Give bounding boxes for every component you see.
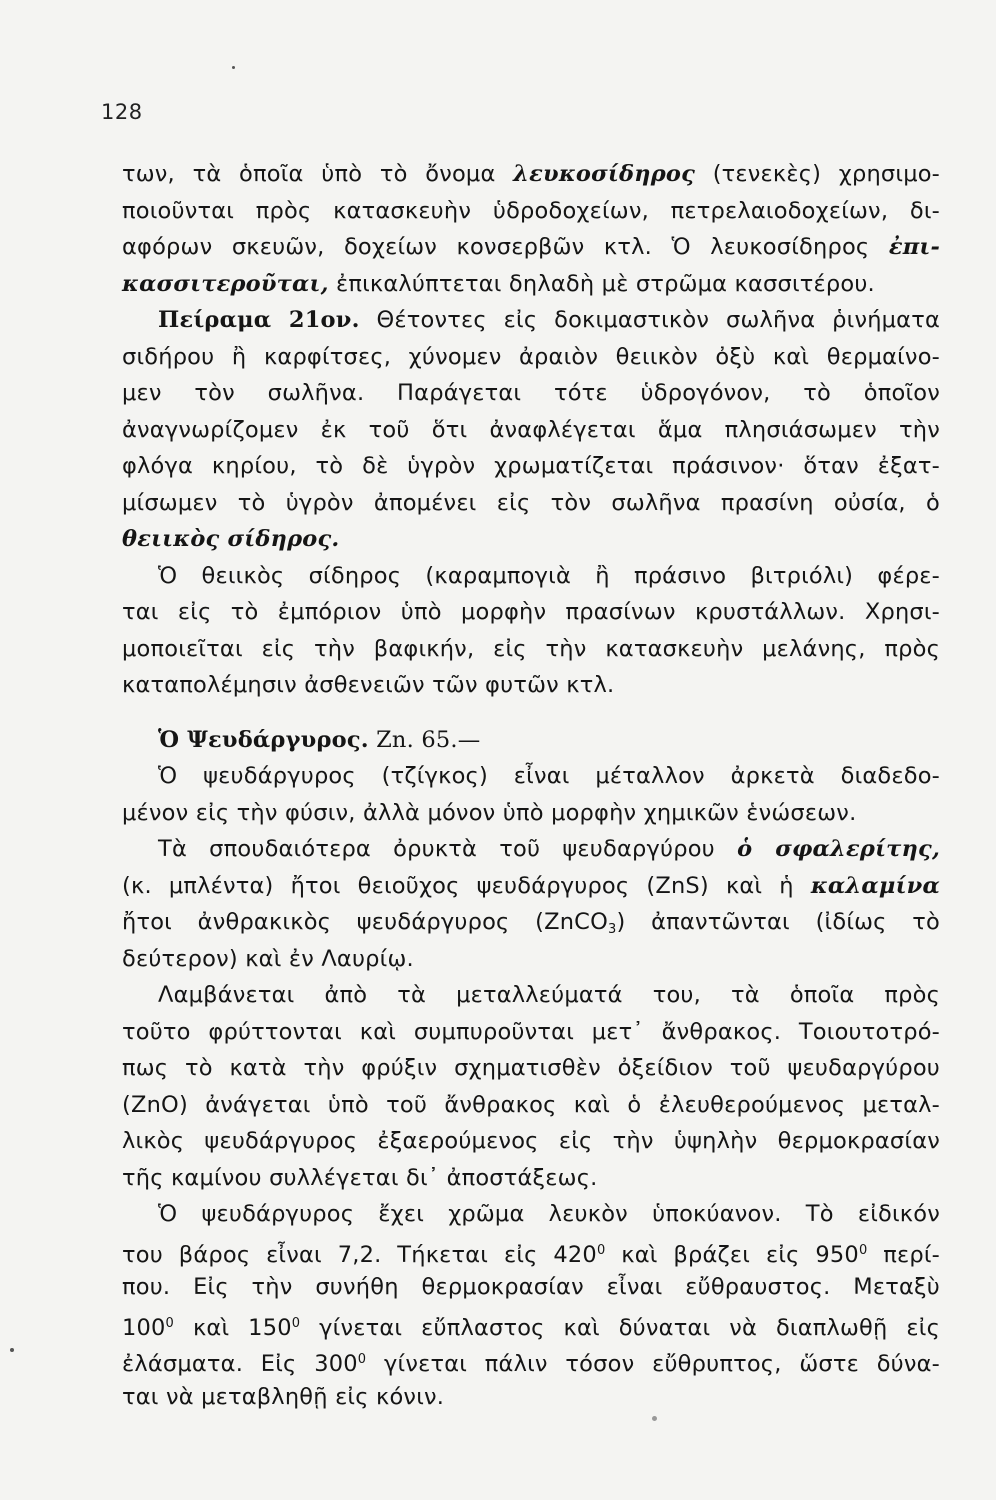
text-line: Λαμβάνεται ἀπὸ τὰ μεταλλεύματά του, τὰ ὁποῖα πρὸς	[158, 982, 940, 1008]
text-line: Τὰ σπουδαιότερα ὀρυκτὰ τοῦ ψευδαργύρου ὁ σφαλερίτης,	[158, 836, 940, 862]
text-line: Ὁ ψευδάργυρος ἔχει χρῶμα λευκὸν ὑποκύανον. Τὸ εἰδικόν	[158, 1201, 940, 1227]
text-line: λικὸς ψευδάργυρος ἐξαερούμενος εἰς τὴν ὑψηλὴν θερμοκρασίαν	[122, 1128, 940, 1154]
scan-speck	[652, 1416, 657, 1421]
text-line: (κ. μπλέντα) ἤτοι θειοῦχος ψευδάργυρος (ZnS) καὶ ἡ καλαμίνα	[122, 872, 940, 899]
text-line: ται εἰς τὸ ἐμπόριον ὑπὸ μορφὴν πρασίνων κρυστάλλων. Χρησι-	[122, 599, 940, 625]
term-leukosidiros: λευκοσίδηρος	[513, 161, 696, 187]
degree-mark: 0	[357, 1352, 367, 1367]
text-line: των, τὰ ὁποῖα ὑπὸ τὸ ὄνομα λευκοσίδηρος (τενεκὲς) χρησιμο-	[122, 161, 940, 187]
degree-mark: 0	[165, 1315, 175, 1331]
body-text	[122, 156, 940, 1415]
text-line: μοποιεῖται εἰς τὴν βαφικήν, εἰς τὴν κατασκευὴν μελάνης, πρὸς	[122, 635, 940, 662]
degree-mark: 0	[858, 1242, 868, 1258]
text-line: τῆς καμίνου συλλέγεται δι᾽ ἀποστάξεως.	[122, 1164, 598, 1191]
degree-mark: 0	[596, 1242, 606, 1258]
term-epikassiterountai: ἐπι-	[888, 234, 940, 260]
text-line: μεν τὸν σωλῆνα. Παράγεται τότε ὑδρογόνον, τὸ ὁποῖον	[122, 380, 940, 406]
subscript: 3	[608, 922, 617, 937]
term-epikassiterountai: κασσιτεροῦται,	[122, 270, 329, 297]
text-line: καταπολέμησιν ἀσθενειῶν τῶν φυτῶν κτλ.	[122, 672, 615, 698]
page-number: 128	[101, 100, 143, 124]
text-line: ἐλάσματα. Εἰς $300^0$ γίνεται πάλιν τόσον εὔθρυπτος, ὥστε δύνα-	[122, 1351, 940, 1377]
scan-speck	[10, 1348, 14, 1352]
text-line: ται νὰ μεταβληθῇ εἰς κόνιν.	[122, 1383, 445, 1410]
text-line: δεύτερον) καὶ ἐν Λαυρίῳ.	[122, 945, 414, 972]
experiment-label: Πείραμα 21ον.	[158, 307, 360, 333]
term-kalamina: καλαμίνα	[810, 872, 940, 899]
scan-speck	[232, 66, 235, 69]
text-line: του βάρος εἶναι 7,2. Τήκεται εἰς $420^0$ καὶ βράζει εἰς $950^0$ περί-	[122, 1241, 940, 1268]
section-heading	[122, 722, 940, 759]
text-line: σιδήρου ἢ καρφίτσες, χύνομεν ἀραιὸν θειικὸν ὀξὺ καὶ θερμαίνο-	[122, 343, 940, 370]
text-line: (ZnO) ἀνάγεται ὑπὸ τοῦ ἄνθρακος καὶ ὁ ἐλευθερούμενος μεταλ-	[122, 1091, 940, 1118]
text-line	[122, 521, 940, 558]
text-line: ἤτοι ἀνθρακικὸς ψευδάργυρος (ZnCO$_3$) ἀπαντῶνται (ἰδίως τὸ	[122, 909, 940, 937]
text-line: Πείραμα 21ον. Θέτοντες εἰς δοκιμαστικὸν σωλῆνα ῥινήματα	[158, 307, 940, 333]
text-line: κασσιτεροῦται, ἐπικαλύπτεται δηλαδὴ μὲ στρῶμα κασσιτέρου.	[122, 270, 875, 297]
term-sfaleritis: ὁ σφαλερίτης,	[737, 836, 940, 862]
text-line: ποιοῦνται πρὸς κατασκευὴν ὑδροδοχείων, πετρελαιοδοχείων, δι-	[122, 197, 940, 224]
text-line: Ὁ θειικὸς σίδηρος (καραμπογιὰ ἢ πράσινο βιτριόλι) φέρε-	[158, 562, 940, 589]
text-line: τοῦτο φρύττονται καὶ συμπυροῦνται μετ᾽ ἄνθρακος. Τοιουτοτρό-	[122, 1018, 940, 1045]
section-formula: Zn. 65.—	[368, 726, 481, 753]
text-line: Ὁ ψευδάργυρος (τζίγκος) εἶναι μέταλλον ἀρκετὰ διαδεδο-	[158, 763, 940, 789]
text-line: $100^0$ καὶ $150^0$ γίνεται εὔπλαστος καὶ δύναται νὰ διαπλωθῇ εἰς	[122, 1314, 940, 1341]
text-line: πως τὸ κατὰ τὴν φρύξιν σχηματισθὲν ὀξείδιον τοῦ ψευδαργύρου	[122, 1055, 940, 1081]
text-line: ἀναγνωρίζομεν ἐκ τοῦ ὅτι ἀναφλέγεται ἅμα πλησιάσωμεν τὴν	[122, 416, 940, 443]
text-line: μένον εἰς τὴν φύσιν, ἀλλὰ μόνον ὑπὸ μορφὴν χημικῶν ἑνώσεων.	[122, 799, 857, 826]
text-line: που. Εἰς τὴν συνήθη θερμοκρασίαν εἶναι εὔθραυστος. Μεταξὺ	[122, 1274, 940, 1300]
term-theiikos-sidiros: θειικὸς σίδηρος.	[122, 526, 340, 552]
section-title: Ὁ Ψευδάργυρος.	[158, 726, 369, 753]
text-line: αφόρων σκευῶν, δοχείων κονσερβῶν κτλ. Ὁ λευκοσίδηρος ἐπι-	[122, 234, 940, 260]
degree-mark: 0	[291, 1315, 301, 1331]
text-line: φλόγα κηρίου, τὸ δὲ ὑγρὸν χρωματίζεται πράσινον· ὅταν ἐξατ-	[122, 453, 940, 479]
text-line: μίσωμεν τὸ ὑγρὸν ἀπομένει εἰς τὸν σωλῆνα πρασίνη οὐσία, ὁ	[122, 489, 940, 516]
